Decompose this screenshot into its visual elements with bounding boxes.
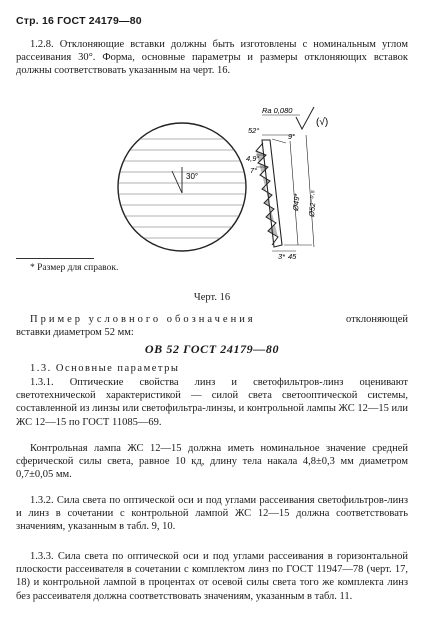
figure-caption: Черт. 16: [193, 292, 231, 303]
dim-9: 9°: [288, 132, 296, 141]
lens-front-view: [110, 123, 258, 251]
designation-formula: ОВ 52 ГОСТ 24179—80: [144, 342, 280, 356]
dim-52: 52°: [248, 126, 260, 135]
paragraph-1-3-3: 1.3.3. Сила света по оптической оси и под углами рассеивания в горизонтальной плоскости рассеивателя в сочетании с комплектом линз по ГОСТ 11947—78 (черт. 17, 18) и контрольной лампой в процентах от осевой силы света того же комплекта линз без рассеивателя должна соответствовать значениям, указанным в табл. 11.: [16, 551, 408, 602]
dim-diameter-49: Ø49*: [291, 193, 302, 212]
footnote-rule: [16, 258, 94, 259]
dim-diameter-52: Ø52⁻⁰·⁵: [307, 189, 319, 218]
section-1-3-title-text: 1.3. Основные параметры: [30, 363, 180, 374]
example-line-2: вставки диаметром 52 мм:: [16, 327, 134, 338]
dim-3: 3*: [278, 252, 286, 260]
paragraph-1-3-2: 1.3.2. Сила света по оптической оси и под углами рассеивания светофильтров-линз и линз в сочетании с контрольной лампой ЖС 12—15 должна соответствовать значениям, указанным в табл. 9, 10.: [16, 495, 408, 533]
lens-profile-section: [246, 106, 328, 260]
roughness-ra-label: Ra 0,080: [262, 106, 293, 115]
dim-4-9: 4,9°: [246, 154, 260, 163]
paragraph-1-3-1: 1.3.1. Оптические свойства линз и светофильтров-линз оценивают светотехнической характеристикой — силой света светооптической системы, составленной из линзы или светофильтра-линзы, и контрольной лампы ЖС 12—15 или ЖС 12—15 по ГОСТ 11085—69.: [16, 377, 408, 428]
example-line-1: [16, 313, 408, 326]
example-lead: Пример условного обозначения: [30, 314, 256, 325]
paragraph-control-lamp: Контрольная лампа ЖС 12—15 должна иметь номинальное значение средней сферической силы света, равное 10 кд, длину тела накала 4,8±0,3 мм диаметром 0,7±0,05 мм.: [16, 443, 408, 481]
dim-45: 45: [288, 252, 297, 260]
roughness-check-icon: [296, 107, 314, 129]
page-header: Стр. 16 ГОСТ 24179—80: [16, 15, 142, 27]
dim-7: 7°: [250, 166, 258, 175]
section-1-3-title: [16, 362, 408, 375]
angle-label: 30°: [186, 172, 199, 181]
drawing-16: [0, 95, 422, 260]
footnote: * Размер для справок.: [30, 263, 119, 273]
roughness-symbol: (√): [316, 117, 329, 128]
example-tail: отклоняющей: [346, 314, 408, 325]
paragraph-1-2-8: 1.2.8. Отклоняющие вставки должны быть изготовлены с номинальным углом рассеивания 30°. Форма, основные параметры и размеры отклоняющих вставок должны соответствовать указанным на черт. 16.: [16, 39, 408, 77]
